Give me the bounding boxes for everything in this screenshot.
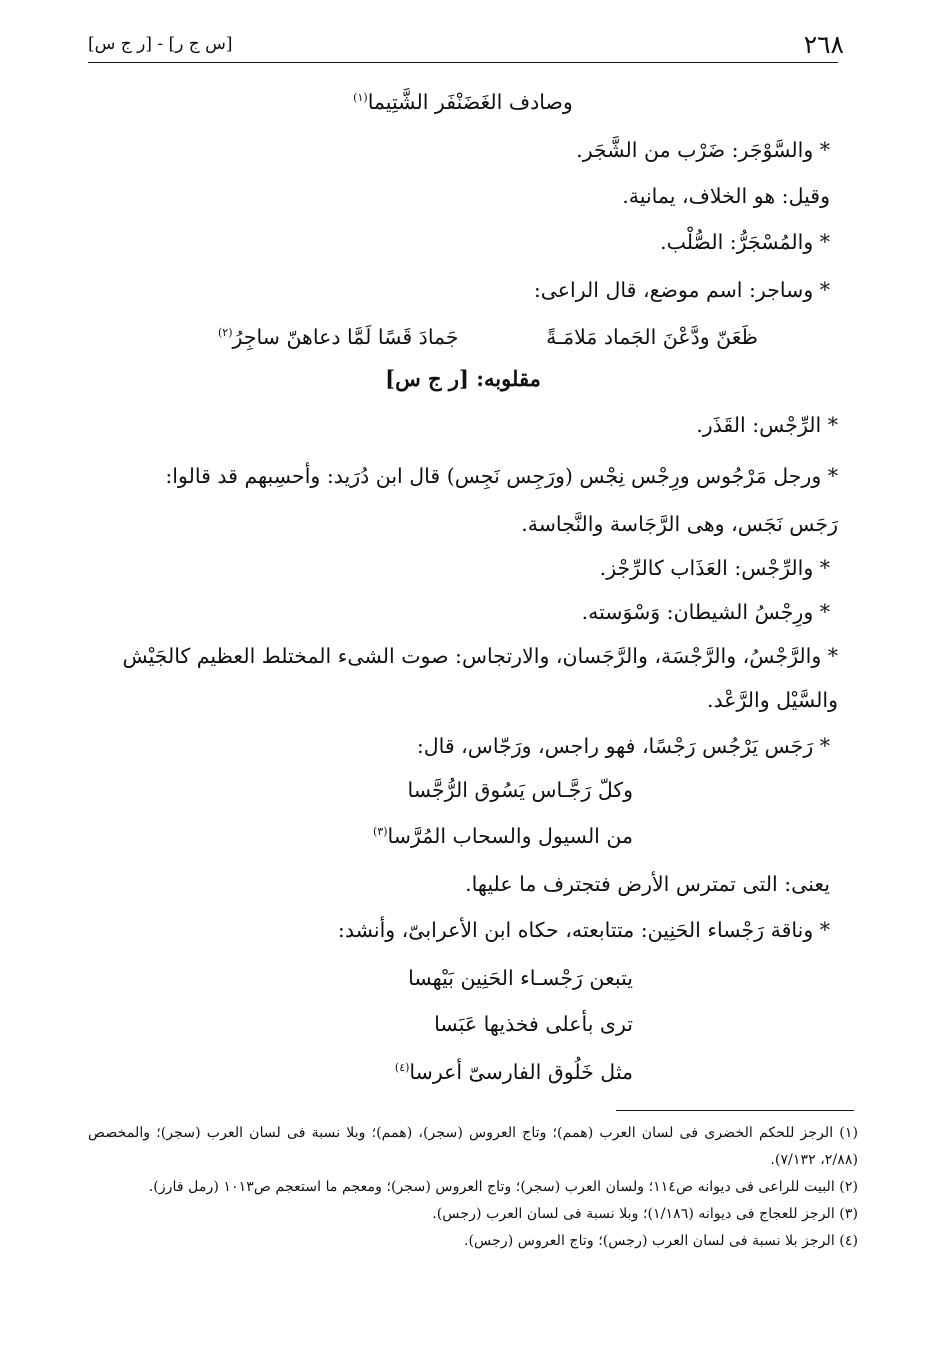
verse-line: [88, 82, 838, 130]
running-head: [س ج ر] - [ر ج س]: [88, 34, 233, 54]
footnote-marker: (١): [353, 91, 368, 104]
footnote-marker: (٣): [373, 825, 388, 838]
entry-line: رَجَس نَجَس، وهى الرَّجَاسة والنَّجاسة.: [521, 512, 838, 536]
entry-line: يعنى: التى تمترس الأرض فتجترف ما عليها.: [465, 872, 830, 896]
quote-verse: وكلّ رَجَّـاس يَسُوق الرُّجَّسا: [407, 778, 633, 802]
entry-line: * والسَّوْجَر: ضَرْب من الشَّجَر.: [576, 138, 830, 162]
quote-verse: ترى بأعلى فخذيها عَبَسا: [434, 1012, 633, 1036]
section-heading: مقلوبه: [ر ج س]: [385, 366, 541, 391]
poetry-verse: [88, 318, 838, 362]
header-divider: [88, 62, 838, 63]
footnote: (٢) البيت للراعى فى ديوانه ص١١٤؛ ولسان العرب (سجر)؛ وتاج العروس (سجر)؛ ومعجم ما استعجم ص١٠١٣ (رمل فارز).: [148, 1179, 858, 1195]
page-number: ٢٦٨: [803, 30, 844, 59]
verse-hemistich: ظَعَنّ ودَّعْنَ الجَماد مَلامَـةً: [546, 325, 758, 349]
verse-text: وصادف الغَضَنْفَر الشَّتِيما: [367, 90, 573, 114]
entry-line: * الرِّجْس: القَذَر.: [696, 413, 838, 437]
footnote-marker: (٢): [218, 326, 233, 339]
main-text: [88, 82, 838, 1098]
quote-verse: من السيول والسحاب المُرَّسا$^{(٣)}$: [373, 824, 633, 848]
entry-line: * وساجر: اسم موضع، قال الراعى:: [533, 278, 830, 302]
verse-hemistich: جَمادَ قَسًا لَمَّا دعاهنّ ساجِرُ$^{(٢)}$: [218, 325, 459, 349]
entry-line: وقيل: هو الخلاف، يمانية.: [622, 184, 830, 208]
footnote: (١) الرجز للحكم الخضرى فى لسان العرب (همم)؛ وتاج العروس (سجر)، (همم)؛ وبلا نسبة فى لسان العرب (سجر)؛ والمخصص (٢/٨٨، ٧/١٣٢).: [88, 1125, 858, 1168]
quote-verse: مثل خَلُوق الفارسىّ أعرسا$^{(٤)}$: [394, 1060, 633, 1084]
entry-line: * والمُسْجَرُّ: الصُّلْب.: [660, 230, 830, 254]
footnote-marker: (٤): [394, 1061, 410, 1074]
footnotes: [88, 1120, 858, 1255]
entry-line: * والرِّجْس: العَذَاب كالرِّجْز.: [599, 556, 830, 580]
entry-line: والسَّيْل والرَّعْد.: [706, 688, 838, 712]
entry-line: * والرَّجْسُ، والرَّجْسَة، والرَّجَسان، والارتجاس: صوت الشىء المختلط العظيم كالجَيْش: [122, 644, 838, 668]
footnote-divider: [616, 1110, 854, 1111]
entry-line: * وناقة رَجْساء الحَنِين: متتابعته، حكاه ابن الأعرابىّ، وأنشد:: [337, 918, 830, 942]
quote-verse: يتبعن رَجْسـاء الحَنِين بَيْهسا: [408, 966, 633, 990]
entry-line: * ورجل مَرْجُوس ورِجْس نِجْس (ورَجِس نَجِس) قال ابن دُرَيد: وأحسِبهم قد قالوا:: [165, 464, 838, 488]
entry-line: * رَجَس يَرْجُس رَجْسًا، فهو راجس، ورَجّاس، قال:: [416, 734, 830, 758]
footnote: (٣) الرجز للعجاج فى ديوانه (١/١٨٦)؛ وبلا نسبة فى لسان العرب (رجس).: [432, 1206, 858, 1222]
entry-line: * ورِجْسُ الشيطان: وَسْوَسته.: [581, 600, 830, 624]
footnote: (٤) الرجز بلا نسبة فى لسان العرب (رجس)؛ وتاج العروس (رجس).: [464, 1233, 858, 1249]
